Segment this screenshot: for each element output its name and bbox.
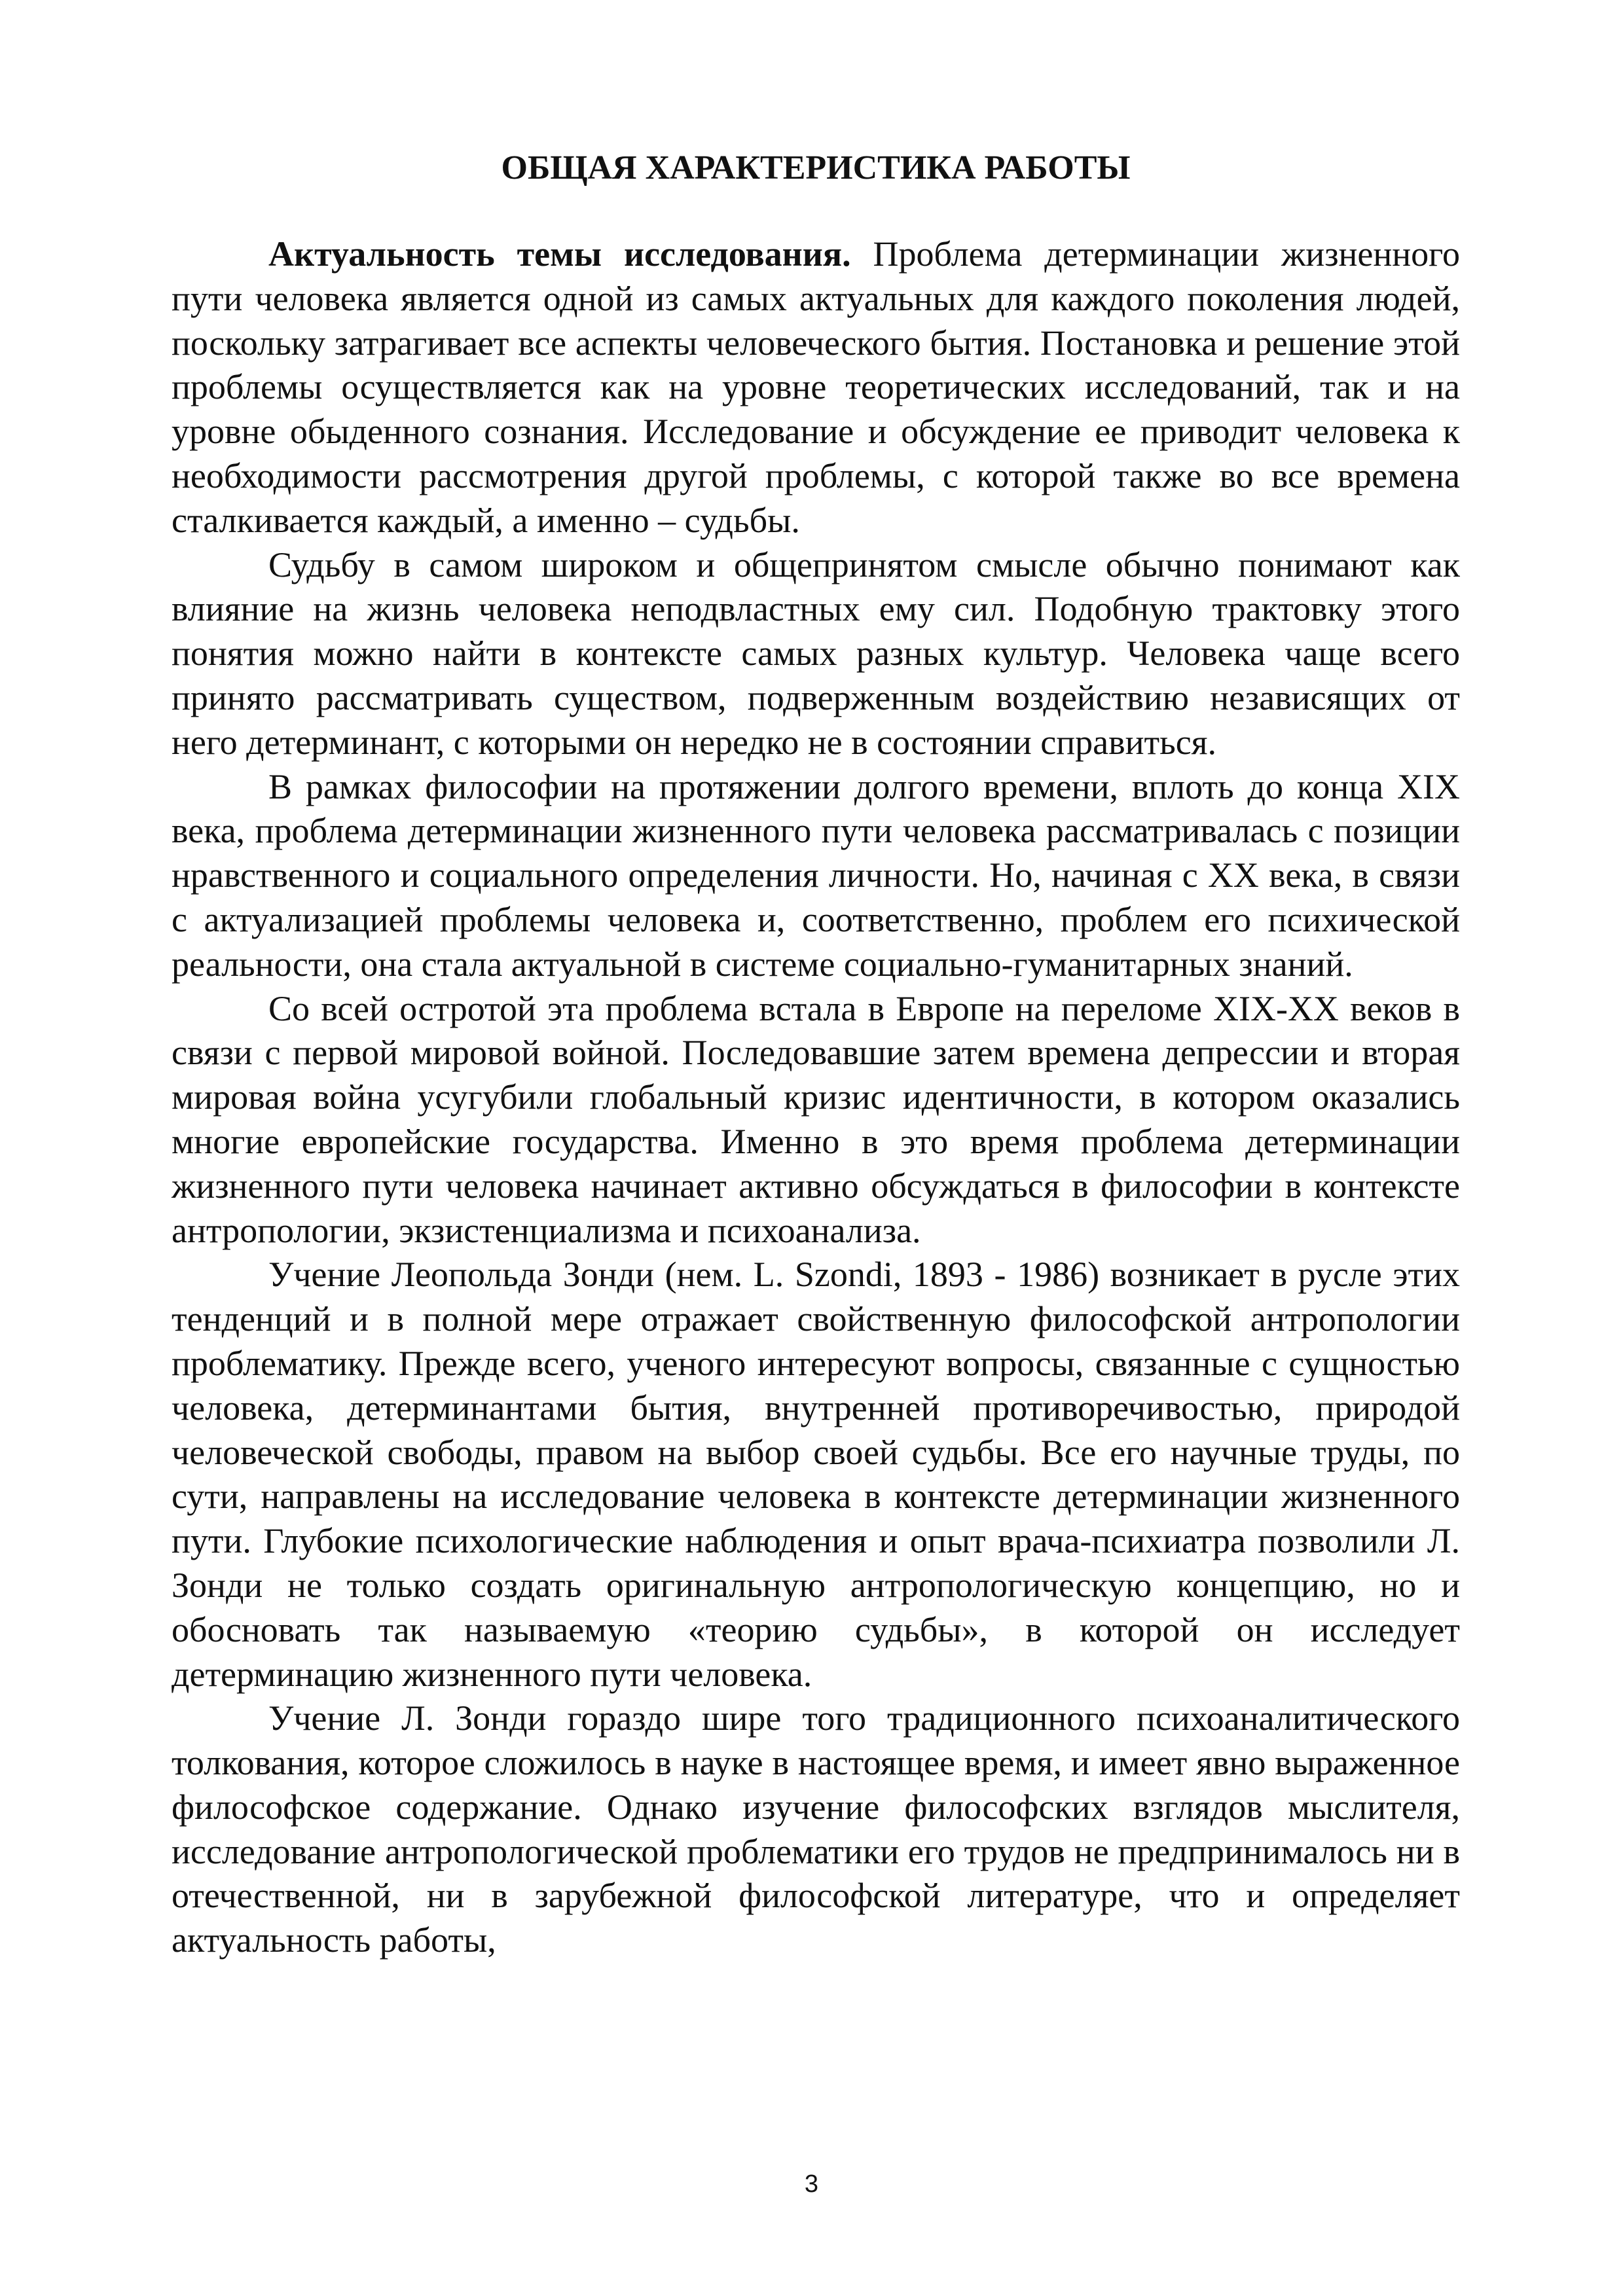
paragraph-szondi: Учение Леопольда Зонди (нем. L. Szondi, 1893 - 1986) возникает в русле этих тенденций и в полной мере отражает свойственную философской антропологии проблематику. Прежде всего, ученого интересуют вопросы, связанные с сущностью человека, детерминантами бытия, внутренней противоречивостью, природой человеческой свободы, правом на выбор своей судьбы. Все его научные труды, по сути, направлены на исследование человека в контексте детерминации жизненного пути. Глубокие психологические наблюдения и опыт врача-психиатра позволили Л. Зонди не только создать оригинальную антропологическую концепцию, но и обосновать так называемую «теорию судьбы», в которой он исследует детерминацию жизненного пути человека. (172, 1255, 1460, 1694)
paragraph-fate: Судьбу в самом широком и общепринятом смысле обычно понимают как влияние на жизнь человека неподвластных ему сил. Подобную трактовку этого понятия можно найти в контексте самых разных культур. Человека чаще всего принято рассматривать существом, подверженным воздействию независящих от него детерминант, с которыми он нередко не в состоянии справиться. (172, 545, 1460, 762)
paragraph-teaching: Учение Л. Зонди гораздо шире того традиционного психоаналитического толкования, которое сложилось в науке в настоящее время, и имеет явно выраженное философское содержание. Однако изучение философских взглядов мыслителя, исследование антропологической проблематики его трудов не предпринималось ни в отечественной, ни в зарубежной философской литературе, что и определяет актуальность работы, (172, 1698, 1460, 1960)
paragraph-relevance (172, 232, 1460, 543)
paragraph-philosophy: В рамках философии на протяжении долгого времени, вплоть до конца XIX века, проблема детерминации жизненного пути человека рассматривалась с позиции нравственного и социального определения личности. Но, начиная с XX века, в связи с актуализацией проблемы человека и, соответственно, проблем его психической реальности, она стала актуальной в системе социально-гуманитарных знаний. (172, 766, 1460, 984)
paragraph-europe: Со всей остротой эта проблема встала в Европе на переломе XIX-XX веков в связи с первой мировой войной. Последовавшие затем времена депрессии и вторая мировая война усугубили глобальный кризис идентичности, в котором оказались многие европейские государства. Именно в это время проблема детерминации жизненного пути человека начинает активно обсуждаться в философии в контексте антропологии, экзистенциализма и психоанализа. (172, 988, 1460, 1250)
page-number: 3 (804, 2170, 819, 2198)
section-heading: ОБЩАЯ ХАРАКТЕРИСТИКА РАБОТЫ (501, 149, 1131, 187)
lead-phrase: Актуальность темы исследования. (268, 234, 851, 274)
body-text (172, 232, 1460, 1963)
paragraph-text: Проблема детерминации жизненного пути человека является одной из самых актуальных для каждого поколения людей, поскольку затрагивает все аспекты человеческого бытия. Постановка и решение этой проблемы осуществляется как на уровне теоретических исследований, так и на уровне обыденного сознания. Исследование и обсуждение ее приводит человека к необходимости рассмотрения другой проблемы, с которой также во все времена сталкивается каждый, а именно – судьбы. (172, 234, 1460, 540)
